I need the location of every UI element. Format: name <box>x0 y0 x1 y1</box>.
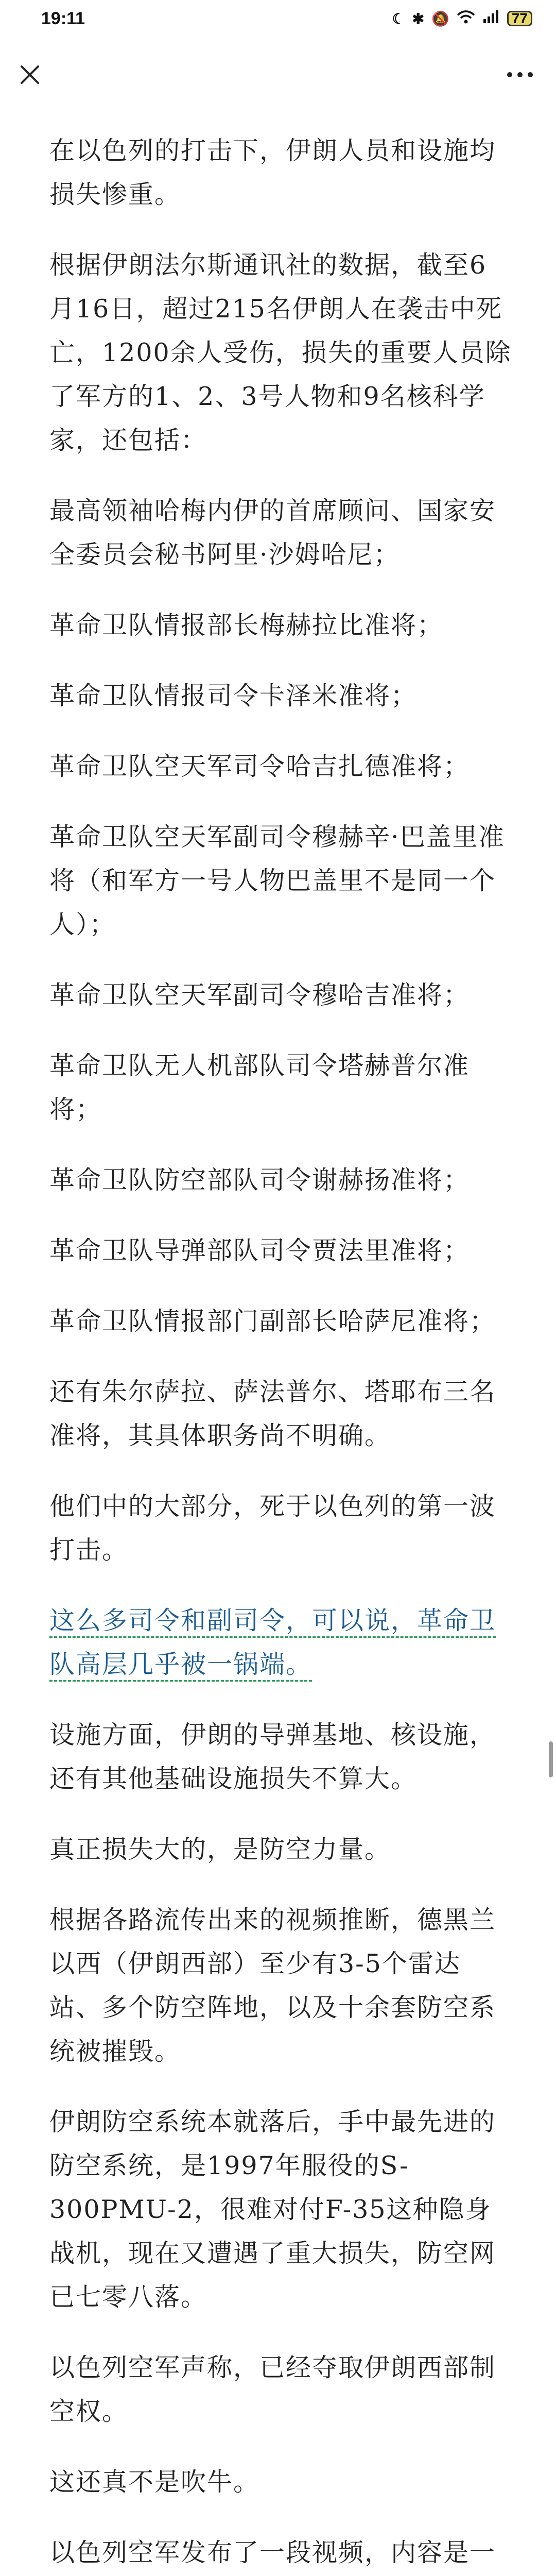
more-icon[interactable] <box>505 59 535 90</box>
paragraph: 革命卫队导弹部队司令贾法里准将； <box>49 1236 470 1265</box>
paragraph: 还有朱尔萨拉、萨法普尔、塔耶布三名准将，其具体职务尚不明确。 <box>49 1377 496 1450</box>
paragraph: 革命卫队空天军司令哈吉扎德准将； <box>49 752 470 781</box>
paragraph: 革命卫队无人机部队司令塔赫普尔准将； <box>49 1051 470 1124</box>
paragraph: 以色列空军发布了一段视频，内容是一 <box>49 2538 496 2567</box>
paragraph: 真正损失大的，是防空力量。 <box>49 1835 391 1864</box>
paragraph: 他们中的大部分，死于以色列的第一波打击。 <box>49 1492 496 1565</box>
wifi-icon <box>457 10 475 28</box>
paragraph: 根据各路流传出来的视频推断，德黑兰以西（伊朗西部）至少有3-5个雷达站、多个防空阵地，以及十余套防空系统被摧毁。 <box>49 1905 496 2066</box>
signal-icon <box>482 10 500 28</box>
paragraph: 革命卫队情报部长梅赫拉比准将； <box>49 611 444 640</box>
article-body <box>49 129 513 2576</box>
highlighted-quote-link[interactable]: 这么多司令和副司令，可以说，革命卫队高层几乎被一锅端。 <box>49 1606 496 1679</box>
paragraph: 革命卫队情报司令卡泽米准将； <box>49 681 418 710</box>
scrollbar-thumb[interactable] <box>549 1741 553 1777</box>
paragraph: 革命卫队防空部队司令谢赫扬准将； <box>49 1165 470 1195</box>
paragraph: 设施方面，伊朗的导弹基地、核设施，还有其他基础设施损失不算大。 <box>49 1720 496 1793</box>
paragraph: 革命卫队情报部门副部长哈萨尼准将； <box>49 1307 496 1336</box>
paragraph: 伊朗防空系统本就落后，手中最先进的防空系统，是1997年服役的S-300PMU-2，很难对付F-35这种隐身战机，现在又遭遇了重大损失，防空网已七零八落。 <box>49 2107 496 2312</box>
bluetooth-icon: ✱ <box>412 10 424 27</box>
status-bar <box>0 0 556 37</box>
paragraph: 以色列空军声称，已经夺取伊朗西部制空权。 <box>49 2353 496 2426</box>
paragraph: 革命卫队空天军副司令穆赫辛·巴盖里准将（和军方一号人物巴盖里不是同一个人）； <box>49 822 505 939</box>
paragraph: 最高领袖哈梅内伊的首席顾问、国家安全委员会秘书阿里·沙姆哈尼； <box>49 496 496 569</box>
paragraph: 革命卫队空天军副司令穆哈吉准将； <box>49 980 470 1010</box>
status-icons <box>392 10 532 28</box>
status-time: 19:11 <box>41 8 85 28</box>
paragraph: 这还真不是吹牛。 <box>49 2467 260 2497</box>
mute-icon: 🔕 <box>431 10 449 27</box>
nav-bar <box>0 52 556 98</box>
paragraph: 在以色列的打击下，伊朗人员和设施均损失惨重。 <box>49 136 496 209</box>
battery-indicator: 77 <box>507 11 532 26</box>
moon-icon: ☾ <box>392 10 405 27</box>
close-icon[interactable] <box>14 59 45 90</box>
paragraph: 根据伊朗法尔斯通讯社的数据，截至6月16日，超过215名伊朗人在袭击中死亡，1200余人受伤，损失的重要人员除了军方的1、2、3号人物和9名核科学家，还包括： <box>49 250 512 455</box>
